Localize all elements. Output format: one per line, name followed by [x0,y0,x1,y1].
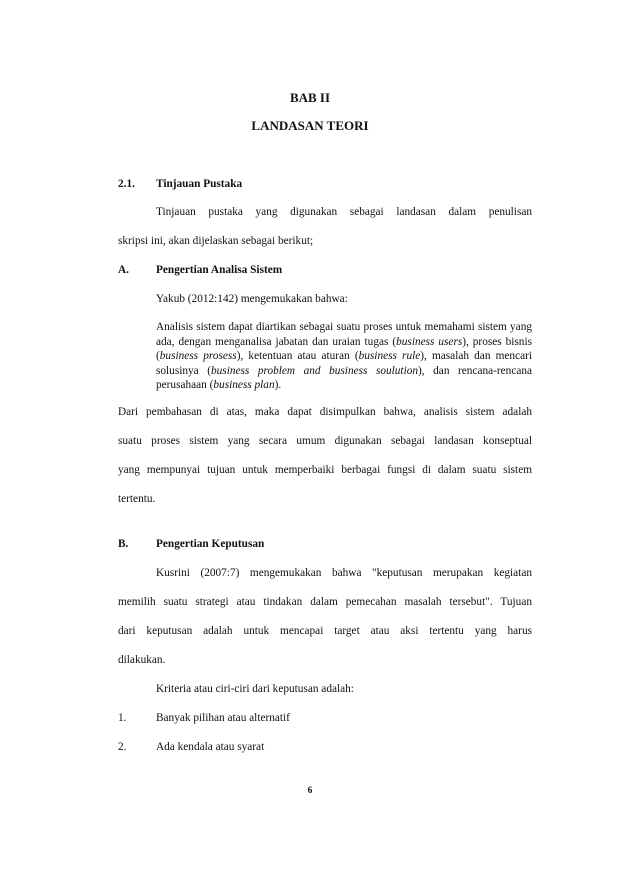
paragraph-line: Tinjauan pustaka yang digunakan sebagai landasan dalam penulisan [156,206,532,218]
quote-text: ), proses bisnis ( [156,335,532,363]
list-item: Banyak pilihan atau alternatif [156,712,290,724]
list-item-number: 2. [118,741,127,753]
quote-text: ). [274,379,282,392]
paragraph-line: Kusrini (2007:7) mengemukakan bahwa "keputusan merupakan kegiatan [156,567,532,579]
chapter-title: LANDASAN TEORI [251,118,369,133]
paragraph-line: yang mempunyai tujuan untuk memperbaiki berbagai fungsi di dalam suatu sistem [118,464,532,476]
list-item-number: 1. [118,712,127,724]
paragraph-line: dilakukan. [118,654,166,666]
section-number: 2.1. [118,178,135,190]
page-number: 6 [307,786,313,796]
citation-intro: Yakub (2012:142) mengemukakan bahwa: [156,293,348,305]
subsection-number: B. [118,538,129,550]
criteria-intro: Kriteria atau ciri-ciri dari keputusan adalah: [156,683,354,695]
quote-text: ), ketentuan atau aturan ( [236,350,359,363]
quote-italic-term: business rule [358,350,421,363]
quote-italic-term: business prosess [159,350,237,363]
block-quote [156,320,532,393]
quote-italic-term: business users [396,335,463,348]
subsection-number: A. [118,264,129,276]
paragraph-line: skripsi ini, akan dijelaskan sebagai berikut; [118,235,314,247]
chapter-number: BAB II [289,90,331,105]
subsection-heading: Pengertian Keputusan [156,538,265,550]
quote-text: ), masalah dan mencari solusinya ( [156,350,532,377]
quote-text: ), dan rencana-rencana perusahaan ( [156,364,533,392]
list-item: Ada kendala atau syarat [156,741,265,753]
quote-italic-term: business plan [213,379,275,392]
paragraph-line: Dari pembahasan di atas, maka dapat disimpulkan bahwa, analisis sistem adalah [118,406,532,418]
subsection-heading: Pengertian Analisa Sistem [156,264,283,276]
quote-text: Analisis sistem dapat diartikan sebagai suatu proses untuk memahami sistem yang ada, dengan menganalisa jabatan dan uraian tugas ( [156,321,532,348]
paragraph-line: tertentu. [118,493,156,505]
paragraph-line: suatu proses sistem yang secara umum digunakan sebagai landasan konseptual [118,435,532,447]
paragraph-line: dari keputusan adalah untuk mencapai target atau aksi tertentu yang harus [118,625,532,637]
section-heading: Tinjauan Pustaka [156,178,243,190]
quote-italic-term: business problem and business soulution [211,364,419,377]
paragraph-line: memilih suatu strategi atau tindakan dalam pemecahan masalah tersebut". Tujuan [118,596,532,608]
